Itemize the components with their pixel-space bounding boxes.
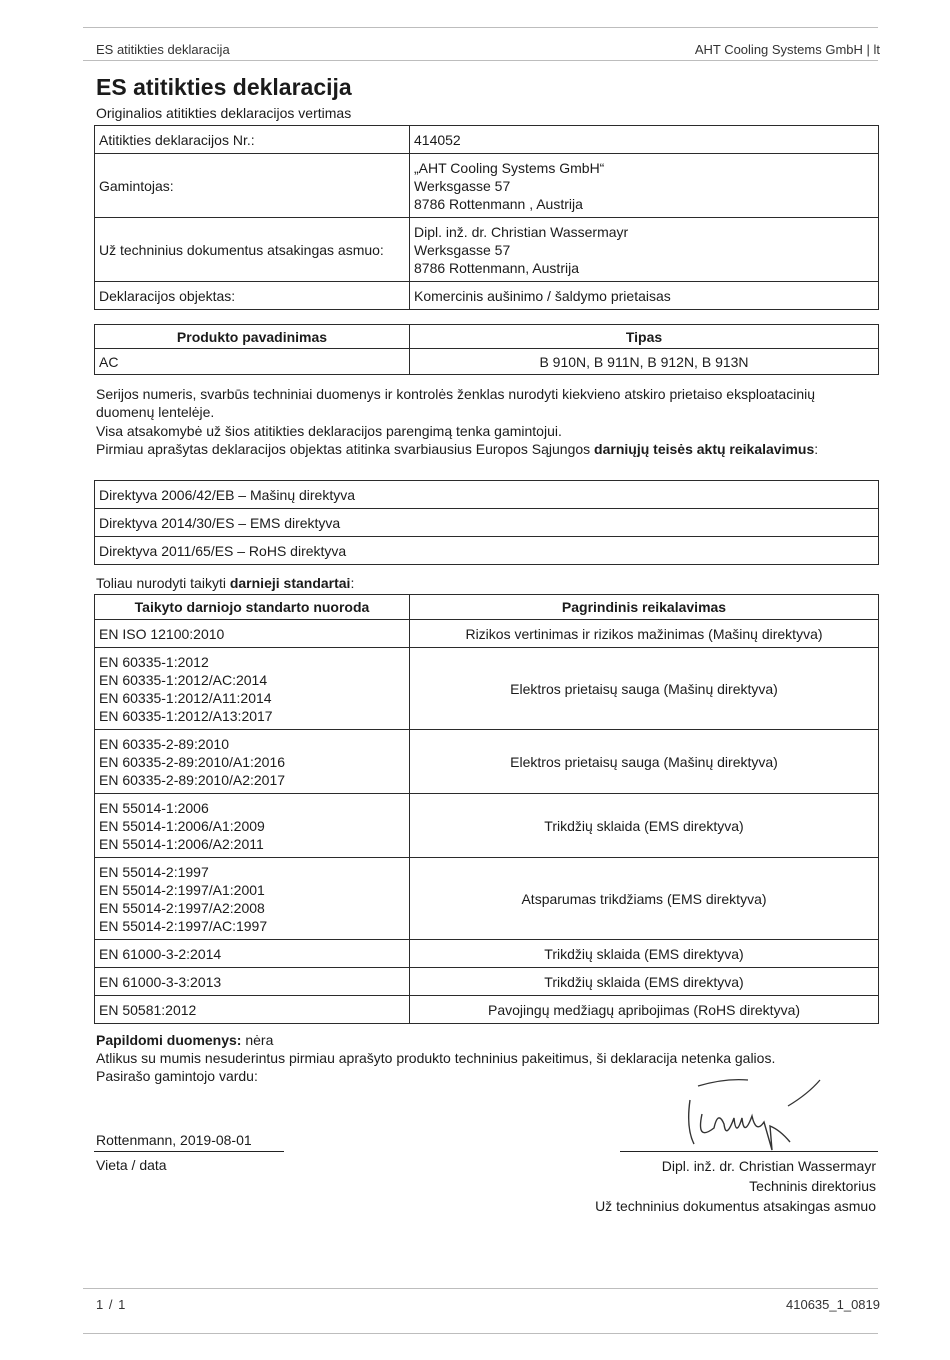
info-line: Werksgasse 57: [414, 177, 511, 194]
directive-row: Direktyva 2006/42/EB – Mašinų direktyva: [95, 481, 879, 509]
header-rule: [83, 60, 878, 61]
date-rule: [94, 1151, 284, 1152]
additional-value: nėra: [241, 1032, 274, 1048]
info-label: Atitikties deklaracijos Nr.:: [95, 126, 410, 154]
standard-req: Atsparumas trikdžiams (EMS direktyva): [410, 858, 879, 940]
paragraph-serial: Serijos numeris, svarbūs techniniai duomenys ir kontrolės ženklas nurodyti kiekvieno atskiro prietaiso eksploatacinių duomenų lentelėje.: [96, 386, 816, 420]
standard-ref: EN 55014-2:1997: [99, 863, 209, 880]
info-value: [410, 154, 879, 218]
table-row: [95, 996, 879, 1024]
standard-req: Pavojingų medžiagų apribojimas (RoHS direktyva): [410, 996, 879, 1024]
standard-req: Elektros prietaisų sauga (Mašinų direktyva): [410, 648, 879, 730]
place-date-label: Vieta / data: [96, 1157, 167, 1173]
standard-ref: EN 55014-2:1997/A2:2008: [99, 899, 265, 916]
standards-col-req: Pagrindinis reikalavimas: [410, 595, 879, 620]
info-label: Už techninius dokumentus atsakingas asmuo:: [95, 218, 410, 282]
info-line: 8786 Rottenmann, Austrija: [414, 259, 579, 276]
standard-ref: EN ISO 12100:2010: [99, 625, 225, 642]
page-title: ES atitikties deklaracija: [96, 74, 352, 100]
paragraph-responsibility: Visa atsakomybė už šios atitikties deklaracijos parengimą tenka gamintojui.: [96, 423, 562, 439]
standard-ref: EN 61000-3-3:2013: [99, 973, 222, 990]
standard-refs: [95, 730, 410, 794]
info-value: 414052: [410, 126, 879, 154]
table-row: [95, 648, 879, 730]
standard-ref: EN 60335-1:2012/A11:2014: [99, 689, 272, 706]
info-table: [94, 125, 879, 310]
table-row: [95, 620, 879, 648]
standard-ref: EN 61000-3-2:2014: [99, 945, 222, 962]
standard-ref: EN 60335-1:2012/A13:2017: [99, 707, 273, 724]
conformity-suffix: :: [814, 441, 819, 457]
standard-req: Trikdžių sklaida (EMS direktyva): [410, 794, 879, 858]
signed-for: Pasirašo gamintojo vardu:: [96, 1068, 258, 1084]
standards-intro-bold: darnieji standartai: [229, 575, 351, 591]
table-row: [95, 730, 879, 794]
standard-req: Trikdžių sklaida (EMS direktyva): [410, 940, 879, 968]
product-type: B 910N, B 911N, B 912N, B 913N: [410, 349, 879, 375]
info-row: [95, 282, 879, 310]
standard-ref: EN 60335-2-89:2010/A1:2016: [99, 753, 286, 770]
header-left: ES atitikties deklaracija: [96, 42, 230, 57]
top-rule: [83, 27, 878, 28]
standard-refs: [95, 968, 410, 996]
product-col-name: Produkto pavadinimas: [95, 325, 410, 349]
standard-ref: EN 55014-1:2006: [99, 799, 209, 816]
product-col-type: Tipas: [410, 325, 879, 349]
table-row: [95, 858, 879, 940]
standard-req: Elektros prietaisų sauga (Mašinų direktyva): [410, 730, 879, 794]
additional-label: Papildomi duomenys:: [96, 1032, 242, 1048]
table-row: [95, 940, 879, 968]
standards-intro-suffix: :: [350, 575, 355, 591]
conformity-text: Pirmiau aprašytas deklaracijos objektas atitinka svarbiausius Europos Sąjungos: [96, 441, 595, 457]
header-right: AHT Cooling Systems GmbH | lt: [694, 42, 880, 57]
info-line: 8786 Rottenmann , Austrija: [414, 195, 583, 212]
info-label: Deklaracijos objektas:: [95, 282, 410, 310]
signer-name: Dipl. inž. dr. Christian Wassermayr: [661, 1158, 876, 1174]
directives-table: [94, 480, 879, 565]
standard-ref: EN 55014-2:1997/AC:1997: [99, 917, 268, 934]
info-value: Komercinis aušinimo / šaldymo prietaisas: [410, 282, 879, 310]
standard-ref: EN 60335-2-89:2010: [99, 735, 229, 752]
footer-rule: [83, 1288, 878, 1289]
info-label: Gamintojas:: [95, 154, 410, 218]
signer-block: [595, 1156, 876, 1216]
place-date: Rottenmann, 2019-08-01: [96, 1132, 252, 1148]
conformity-bold: darniųjų teisės aktų reikalavimus: [594, 441, 815, 457]
standard-refs: [95, 648, 410, 730]
standard-ref: EN 60335-1:2012/AC:2014: [99, 671, 268, 688]
info-row: [95, 218, 879, 282]
standard-ref: EN 60335-2-89:2010/A2:2017: [99, 771, 286, 788]
info-row: [95, 126, 879, 154]
directive-row: Direktyva 2011/65/ES – RoHS direktyva: [95, 537, 879, 565]
standard-ref: EN 60335-1:2012: [99, 653, 209, 670]
signer-title: Techninis direktorius: [749, 1178, 876, 1194]
standards-col-ref: Taikyto darniojo standarto nuoroda: [95, 595, 410, 620]
signature-image: [680, 1068, 840, 1158]
standard-ref: EN 55014-1:2006/A1:2009: [99, 817, 265, 834]
validity-note: Atlikus su mumis nesuderintus pirmiau aprašyto produkto techninius pakeitimus, ši deklaracija netenka galios.: [96, 1050, 776, 1066]
directive-row: Direktyva 2014/30/ES – EMS direktyva: [95, 509, 879, 537]
standards-intro-text: Toliau nurodyti taikyti: [96, 575, 230, 591]
standard-req: Rizikos vertinimas ir rizikos mažinimas (Mašinų direktyva): [410, 620, 879, 648]
table-row: [95, 968, 879, 996]
standards-intro: [96, 574, 876, 592]
standard-refs: [95, 858, 410, 940]
product-name: AC: [95, 349, 410, 375]
info-line: „AHT Cooling Systems GmbH“: [414, 159, 605, 176]
info-line: Werksgasse 57: [414, 241, 511, 258]
product-table: [94, 324, 879, 375]
standard-refs: [95, 996, 410, 1024]
info-line: Dipl. inž. dr. Christian Wassermayr: [414, 223, 629, 240]
paragraph-conformity: [96, 440, 876, 458]
standard-refs: [95, 794, 410, 858]
info-row: [95, 154, 879, 218]
standard-refs: [95, 620, 410, 648]
standard-ref: EN 55014-2:1997/A1:2001: [99, 881, 265, 898]
document-id: 410635_1_0819: [786, 1297, 880, 1312]
standard-ref: EN 55014-1:2006/A2:2011: [99, 835, 264, 852]
bottom-rule: [83, 1333, 878, 1334]
page-subtitle: Originalios atitikties deklaracijos vertimas: [96, 105, 352, 121]
table-row: [95, 794, 879, 858]
standard-refs: [95, 940, 410, 968]
signature-rule: [620, 1151, 878, 1152]
signer-role: Už techninius dokumentus atsakingas asmuo: [595, 1198, 876, 1214]
additional-data: [96, 1031, 876, 1049]
standard-ref: EN 50581:2012: [99, 1001, 197, 1018]
standards-table: [94, 594, 879, 1024]
info-value: [410, 218, 879, 282]
page-number: 1 / 1: [96, 1297, 127, 1312]
standard-req: Trikdžių sklaida (EMS direktyva): [410, 968, 879, 996]
